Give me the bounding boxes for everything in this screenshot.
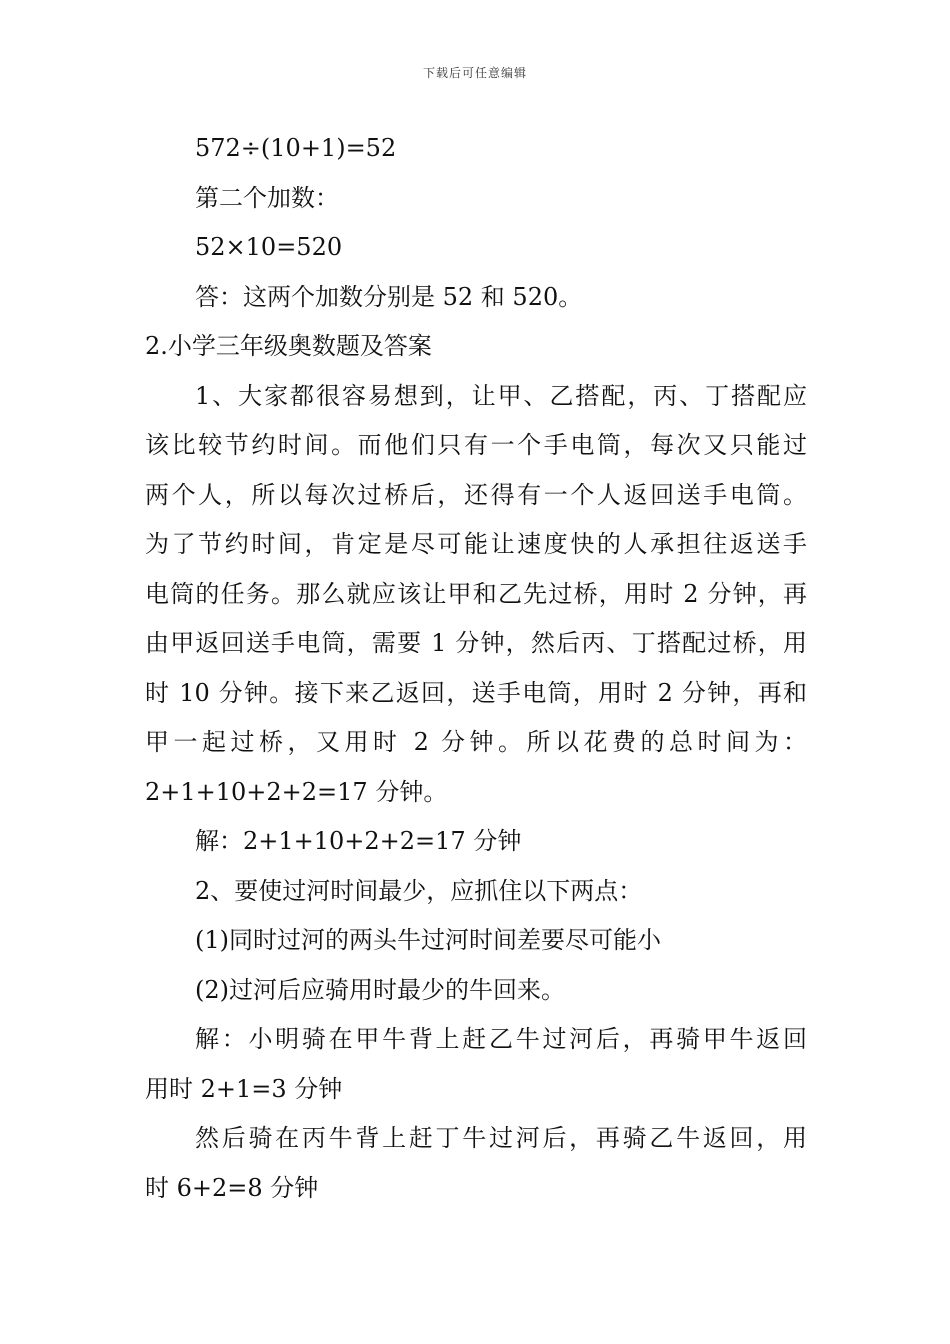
text-line: 为了节约时间，肯定是尽可能让速度快的人承担往返送手 (145, 530, 807, 558)
text-line: 第二个加数： (195, 183, 339, 212)
text-line: 答：这两个加数分别是 52 和 520。 (195, 282, 583, 311)
text-line: 解：小明骑在甲牛背上赶乙牛过河后，再骑甲牛返回 (195, 1025, 807, 1053)
text-line: 2+1+10+2+2=17 分钟。 (145, 777, 448, 806)
text-line: 2、要使过河时间最少，应抓住以下两点： (195, 876, 643, 905)
text-line: 该比较节约时间。而他们只有一个手电筒，每次又只能过 (145, 431, 807, 459)
text-line: 电筒的任务。那么就应该让甲和乙先过桥，用时 2 分钟，再 (145, 579, 807, 608)
text-line: 时 10 分钟。接下来乙返回，送手电筒，用时 2 分钟，再和 (145, 678, 807, 707)
text-line: 时 6+2=8 分钟 (145, 1173, 319, 1202)
text-line: 用时 2+1=3 分钟 (145, 1074, 343, 1103)
text-line: 52×10=520 (195, 233, 343, 261)
text-line: 解：2+1+10+2+2=17 分钟 (195, 827, 522, 855)
text-line: (1)同时过河的两头牛过河时间差要尽可能小 (195, 926, 661, 954)
text-line: 然后骑在丙牛背上赶丁牛过河后，再骑乙牛返回，用 (195, 1124, 807, 1152)
text-line: (2)过河后应骑用时最少的牛回来。 (195, 975, 565, 1004)
text-line: 1、大家都很容易想到，让甲、乙搭配，丙、丁搭配应 (195, 381, 807, 410)
text-line: 572÷(10+1)=52 (195, 134, 397, 162)
document-body (145, 124, 807, 1213)
section-heading: 2.小学三年级奥数题及答案 (145, 332, 432, 360)
text-line: 甲一起过桥，又用时 2 分钟。所以花费的总时间为： (145, 728, 807, 756)
page-header: 下载后可任意编辑 (422, 66, 527, 80)
text-line: 由甲返回送手电筒，需要 1 分钟，然后丙、丁搭配过桥，用 (145, 629, 807, 657)
text-line: 两个人，所以每次过桥后，还得有一个人返回送手电筒。 (145, 480, 807, 509)
